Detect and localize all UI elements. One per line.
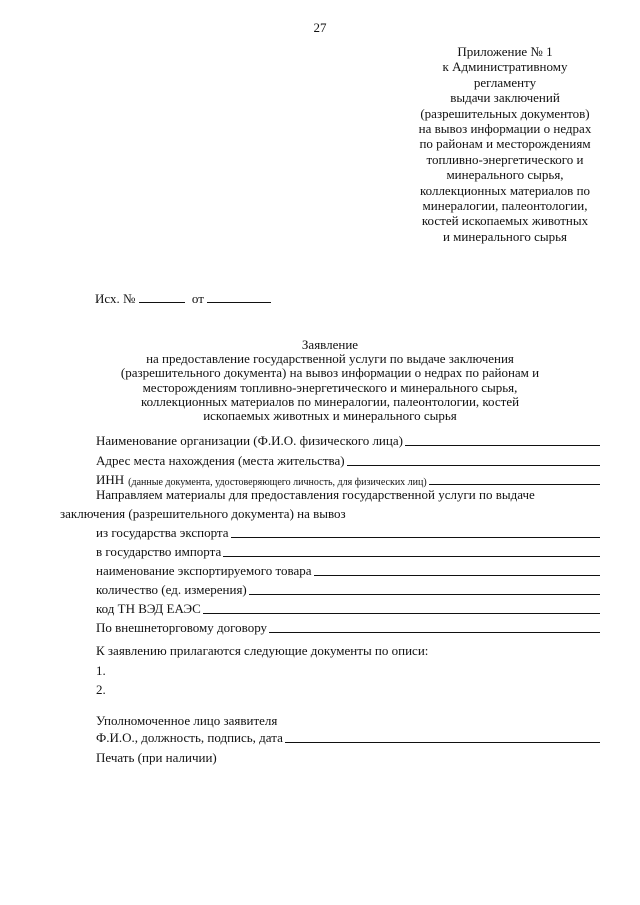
- signature-field: [96, 730, 600, 746]
- contract-field: [96, 620, 600, 636]
- appendix-line: по районам и месторождениям: [419, 136, 591, 152]
- attachments-intro: К заявлению прилагаются следующие документы по описи:: [96, 643, 429, 658]
- page-number: 27: [313, 20, 327, 35]
- outgoing-date-blank: [207, 290, 271, 303]
- goods-name-blank: [314, 575, 600, 576]
- address-field: [96, 453, 600, 469]
- statement-line: коллекционных материалов по минералогии, палеонтологии, костей: [140, 393, 520, 409]
- appendix-line: к Административному: [442, 59, 568, 75]
- tnved-code-label: код ТН ВЭД ЕАЭС: [96, 601, 201, 616]
- appendix-line: выдачи заключений: [450, 90, 560, 106]
- appendix-line: минералогии, палеонтологии,: [422, 198, 588, 214]
- address-label: Адрес места нахождения (места жительства): [96, 453, 345, 468]
- outgoing-number-blank: [139, 290, 185, 303]
- signature-label: Ф.И.О., должность, подпись, дата: [96, 730, 283, 745]
- outgoing-number-label: Исх. №: [95, 291, 136, 306]
- statement-line: (разрешительного документа) на вывоз информации о недрах по районам и: [120, 365, 540, 381]
- statement-title: Заявление: [301, 337, 359, 352]
- goods-name-field: [96, 563, 600, 579]
- outgoing-date-label: от: [191, 291, 204, 306]
- appendix-block: [385, 44, 625, 244]
- quantity-blank: [249, 594, 600, 595]
- materials-text-line2: заключения (разрешительного документа) на вывоз: [60, 506, 346, 521]
- import-country-label: в государство импорта: [96, 544, 222, 559]
- appendix-line: топливно-энергетического и: [426, 151, 584, 167]
- export-country-blank: [231, 537, 600, 538]
- seal-label: Печать (при наличии): [96, 750, 217, 765]
- contract-blank: [269, 632, 600, 633]
- import-country-blank: [223, 556, 600, 557]
- authorized-person-label: Уполномоченное лицо заявителя: [96, 713, 278, 728]
- inn-note: (данные документа, удостоверяющего личность, для физических лиц): [128, 477, 427, 488]
- statement-line: месторождениям топливно-энергетического и минерального сырья,: [142, 379, 518, 395]
- appendix-line: и минерального сырья: [442, 228, 568, 244]
- signature-blank: [285, 742, 600, 743]
- goods-name-label: наименование экспортируемого товара: [96, 563, 312, 578]
- inn-blank: [429, 484, 600, 485]
- export-country-label: из государства экспорта: [96, 525, 229, 540]
- organization-field: [96, 433, 600, 449]
- appendix-line: Приложение № 1: [457, 44, 553, 59]
- organization-label: Наименование организации (Ф.И.О. физического лица): [96, 433, 403, 448]
- quantity-label: количество (ед. измерения): [96, 582, 247, 597]
- statement-line: ископаемых животных и минерального сырья: [203, 408, 457, 424]
- address-blank: [347, 465, 600, 466]
- statement-line: на предоставление государственной услуги по выдаче заключения: [146, 351, 514, 367]
- statement-heading: [60, 338, 600, 423]
- quantity-field: [96, 582, 600, 598]
- organization-blank: [405, 445, 600, 446]
- appendix-line: (разрешительных документов): [420, 105, 590, 121]
- tnved-code-field: [96, 601, 600, 617]
- appendix-line: костей ископаемых животных: [421, 213, 589, 229]
- attachment-item-2: 2.: [96, 682, 106, 697]
- inn-field: [96, 472, 600, 488]
- import-country-field: [96, 544, 600, 560]
- export-country-field: [96, 525, 600, 541]
- materials-text-line1: Направляем материалы для предоставления государственной услуги по выдаче: [96, 487, 535, 502]
- tnved-code-blank: [203, 613, 600, 614]
- contract-label: По внешнеторговому договору: [96, 620, 268, 635]
- attachment-item-1: 1.: [96, 663, 106, 678]
- inn-label: ИНН: [96, 472, 125, 487]
- appendix-line: регламенту: [473, 74, 537, 90]
- outgoing-number-row: [95, 290, 271, 307]
- appendix-line: коллекционных материалов по: [419, 182, 591, 198]
- appendix-line: минерального сырья,: [446, 167, 564, 183]
- appendix-line: на вывоз информации о недрах: [418, 121, 592, 137]
